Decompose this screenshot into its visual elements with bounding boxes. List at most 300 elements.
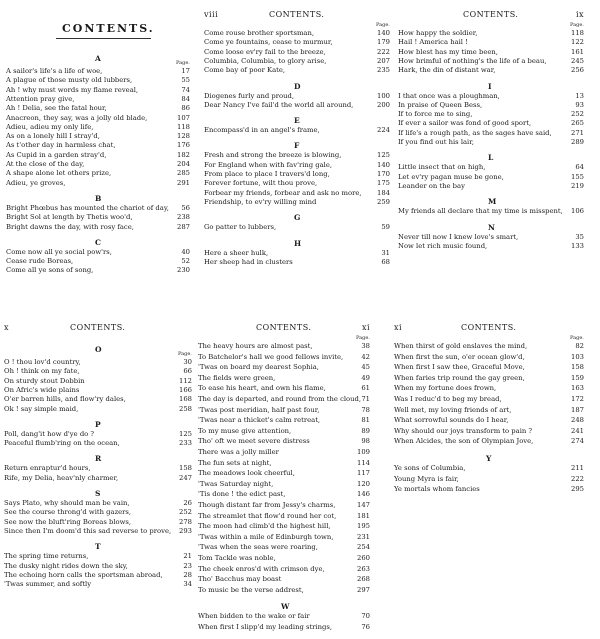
contents-entry[interactable] [204,151,390,159]
entry-title: Come rouse brother sportsman, [204,29,314,37]
entry-title: Anacreon, they say, was a jolly old blade, [6,113,148,122]
contents-entry[interactable] [394,342,584,350]
entry-title: How brimful of nothing's the life of a beau, [398,56,547,65]
folio-number: ix [576,10,585,19]
contents-entry[interactable] [6,123,190,131]
contents-entry[interactable] [6,151,190,159]
entry-page: 187 [571,405,584,414]
entry-page: 74 [181,85,190,94]
entry-page: 146 [357,490,370,499]
running-header: CONTENTS. [256,323,312,332]
contents-entry[interactable] [6,179,190,187]
contents-entry[interactable] [204,126,390,134]
entry-page: 200 [377,100,390,109]
entry-title: The spring time returns, [4,552,89,561]
entry-page: 103 [571,352,584,361]
entry-title: At the close of the day, [6,160,85,168]
contents-entry[interactable] [198,406,370,414]
entry-title: As on a lonely hill I stray'd, [6,132,100,141]
contents-entry[interactable] [394,406,584,414]
entry-title: Was I reduc'd to beg my bread, [394,395,502,403]
entry-page: 293 [179,526,192,535]
contents-entry[interactable] [6,104,190,112]
contents-entry[interactable] [204,198,390,206]
entry-page: 184 [377,188,390,197]
contents-entry[interactable] [398,29,584,37]
entry-page: 114 [357,458,370,467]
entry-title: Fresh and strong the breeze is blowing, [204,151,342,160]
entry-title: Hark, the din of distant war, [398,66,496,75]
entry-page: 263 [357,564,370,573]
contents-entry[interactable] [398,57,584,65]
entry-title: 'Twas post meridian, half past four, [198,405,320,414]
entry-title: In praise of Queen Bess, [398,100,483,109]
page-column-label: Page. [176,60,190,66]
contents-entry[interactable] [394,416,584,424]
running-header: CONTENTS. [463,10,519,19]
entry-page: 222 [571,474,584,483]
page-column-label: Page. [178,351,192,357]
contents-entry[interactable] [4,474,192,482]
page-column-label: Page. [570,22,584,28]
entry-page: 248 [571,416,584,425]
contents-entry[interactable] [4,377,192,385]
entry-page: 112 [179,376,192,385]
contents-entry[interactable] [394,427,584,435]
entry-title: Well met, my loving friends of art, [394,405,512,414]
entry-page: 140 [377,160,390,169]
entry-title: When first I slipp'd my leading strings, [198,623,332,631]
entry-title: 'Twas Saturday night, [198,479,274,488]
contents-entry[interactable] [6,204,190,212]
entry-page: 158 [571,363,584,372]
entry-page: 30 [183,358,192,366]
entry-title: Says Plato, why should man be vain, [4,499,130,507]
entry-title: Never till now I knew love's smart, [398,232,519,241]
entry-title: Let ev'ry pagan muse be gone, [398,172,504,181]
entry-page: 82 [575,342,584,350]
entry-title: Bright Phœbus has mounted the chariot of day, [6,203,169,212]
entry-page: 175 [377,179,390,188]
contents-entry[interactable] [204,57,390,65]
section-letter: G [294,213,301,223]
entry-page: 42 [361,352,370,361]
folio-number: xi [394,323,403,332]
section-letter: P [95,419,101,429]
entry-page: 40 [181,247,190,256]
entry-title: The meadows look cheerful, [198,469,295,478]
entry-page: 89 [361,426,370,435]
entry-page: 176 [177,141,190,150]
contents-entry[interactable] [394,485,584,493]
entry-title: Bright dawns the day, with rosy face, [6,222,134,231]
entry-page: 55 [181,76,190,85]
entry-page: 35 [575,232,584,241]
contents-entry[interactable] [204,179,390,187]
contents-entry[interactable] [4,439,192,447]
entry-page: 81 [361,416,370,425]
entry-page: 98 [361,437,370,446]
contents-entry[interactable] [398,182,584,190]
entry-title: See the course throng'd with gazers, [4,508,132,517]
entry-page: 84 [181,94,190,103]
contents-entry[interactable] [398,48,584,56]
entry-title: Peaceful flumb'ring on the ocean, [4,439,120,448]
entry-title: What sorrowful sounds do I hear, [394,416,509,425]
entry-page: 120 [357,479,370,488]
entry-title: When first I saw thee, Graceful Move, [394,363,525,372]
entry-page: 34 [183,580,192,589]
entry-page: 109 [357,448,370,456]
contents-entry[interactable] [198,533,370,541]
contents-entry[interactable] [394,395,584,403]
entry-title: Return enraptur'd hours, [4,464,91,473]
entry-title: If life's a rough path, as the sages have said, [398,128,552,137]
entry-page: 297 [357,585,370,594]
entry-page: 195 [357,522,370,531]
entry-page: 66 [183,367,192,376]
contents-entry[interactable] [204,223,390,231]
entry-page: 268 [357,575,370,584]
contents-entry[interactable] [198,501,370,509]
contents-entry[interactable] [6,76,190,84]
contents-entry[interactable] [398,110,584,118]
contents-entry[interactable] [6,67,190,75]
contents-entry[interactable] [204,29,390,37]
contents-entry[interactable] [398,233,584,241]
entry-title: Come ye fountains, cease to murmur, [204,38,333,47]
page-column-label: Page. [376,22,390,28]
section-letter: M [488,197,497,207]
entry-title: My friends all declare that my time is misspent, [398,207,563,216]
contents-entry[interactable] [4,571,192,579]
section-letter: D [294,81,301,91]
running-header: CONTENTS. [70,323,126,332]
entry-title: From place to place I travers'd long, [204,170,330,178]
entry-page: 181 [357,511,370,520]
entry-title: Her sheep had in clusters [204,257,293,266]
contents-entry[interactable] [398,66,584,74]
entry-title: Friendship, to ev'ry willing mind [204,197,317,206]
entry-page: 161 [571,47,584,56]
contents-entry[interactable] [4,367,192,375]
entry-page: 295 [571,485,584,494]
entry-title: Tho' oft we meet severe distress [198,437,310,446]
contents-entry[interactable] [394,353,584,361]
entry-page: 265 [571,119,584,128]
contents-entry[interactable] [398,38,584,46]
contents-entry[interactable] [198,623,370,631]
entry-page: 61 [361,384,370,393]
entry-title: Ye mortals whom fancies [394,485,480,494]
contents-entry[interactable] [6,257,190,265]
contents-entry[interactable] [4,580,192,588]
contents-entry[interactable] [204,170,390,178]
entry-page: 52 [181,257,190,266]
section-letter: N [488,222,495,232]
page-column-label: Page. [356,335,370,341]
contents-entry[interactable] [204,101,390,109]
entry-title: Though distant far from Jessy's charms, [198,501,336,509]
running-header: CONTENTS. [269,10,325,19]
entry-page: 207 [377,56,390,65]
entry-page: 224 [377,126,390,135]
entry-title: The fields were green, [198,373,276,382]
entry-title: Poll, dang'it how d'ye do ? [4,429,95,438]
entry-page: 59 [381,223,390,232]
entry-title: Oh ! think on my fate, [4,367,80,376]
entry-title: Why should our joys transform to pain ? [394,426,533,435]
contents-entry[interactable] [4,430,192,438]
contents-entry[interactable] [198,342,370,350]
entry-page: 219 [571,181,584,190]
contents-entry[interactable] [198,427,370,435]
contents-entry[interactable] [4,518,192,526]
contents-entry[interactable] [394,374,584,382]
contents-entry[interactable] [198,490,370,498]
contents-entry[interactable] [6,141,190,149]
contents-entry[interactable] [198,522,370,530]
contents-entry[interactable] [198,554,370,562]
contents-entry[interactable] [198,575,370,583]
entry-title: Since then I'm doom'd this sad reverse to prove, [4,526,172,535]
entry-page: 13 [575,91,584,100]
contents-entry[interactable] [398,242,584,250]
entry-page: 100 [377,91,390,100]
contents-entry[interactable] [198,459,370,467]
entry-page: 118 [571,29,584,37]
entry-page: 204 [177,160,190,168]
entry-title: When thirst of gold enslaves the mind, [394,342,528,350]
contents-entry[interactable] [198,353,370,361]
contents-entry[interactable] [6,132,190,140]
entry-page: 254 [357,543,370,552]
entry-title: Bright Sol at length by Thetis woo'd, [6,213,133,222]
section-letter: S [95,489,101,498]
entry-title: Cease rude Boreas, [6,257,74,266]
contents-entry[interactable] [4,527,192,535]
entry-title: Attention pray give, [6,94,75,103]
contents-entry[interactable] [4,562,192,570]
contents-entry[interactable] [6,248,190,256]
contents-entry[interactable] [198,384,370,392]
entry-title: A plague of those musty old lubbers, [6,76,133,85]
entry-page: 56 [181,203,190,212]
entry-title: The cheek enros'd with crimson dye, [198,564,325,573]
folio-number: x [4,323,10,332]
entry-title: Little insect that on high, [398,163,486,172]
folio-number: viii [204,10,219,19]
contents-entry[interactable] [204,66,390,74]
entry-page: 17 [181,67,190,75]
entry-title: 'Tis done ! the edict past, [198,490,286,499]
entry-title: 'Twas on board my dearest Sophia, [198,363,319,372]
entry-page: 241 [571,426,584,435]
entry-title: Come all ye sons of song, [6,266,94,275]
contents-entry[interactable] [198,416,370,424]
contents-entry[interactable] [4,464,192,472]
entry-title: Forbear my friends, forbear and ask no more, [204,188,362,197]
entry-page: 238 [177,213,190,222]
entry-title: Here a sheer hulk, [204,248,269,257]
entry-title: On Afric's wide plains [4,385,80,394]
section-letter: W [281,602,290,612]
contents-entry[interactable] [198,448,370,456]
entry-page: 133 [571,241,584,250]
contents-entry[interactable] [204,161,390,169]
contents-entry[interactable] [394,384,584,392]
contents-entry[interactable] [398,129,584,137]
contents-entry[interactable] [6,114,190,122]
contents-entry[interactable] [198,586,370,594]
contents-entry[interactable] [4,499,192,507]
contents-entry[interactable] [204,189,390,197]
entry-page: 274 [571,437,584,446]
title-underline [56,38,151,39]
contents-entry[interactable] [6,266,190,274]
entry-page: 235 [377,66,390,75]
contents-entry[interactable] [6,213,190,221]
contents-entry[interactable] [4,386,192,394]
contents-entry[interactable] [198,469,370,477]
entry-title: See now the bluft'ring Boreas blows, [4,517,132,526]
running-header: CONTENTS. [461,323,517,332]
entry-page: 230 [177,266,190,275]
entry-page: 71 [361,395,370,403]
entry-page: 118 [177,122,190,131]
entry-title: Tho' Bacchus may boast [198,575,282,584]
entry-page: 26 [183,499,192,507]
contents-entry[interactable] [204,249,390,257]
contents-entry[interactable] [198,374,370,382]
entry-title: The day is departed, and round from the cloud, [198,395,362,403]
contents-entry[interactable] [394,363,584,371]
entry-title: I that once was a ploughman, [398,91,500,100]
entry-page: 107 [177,113,190,122]
entry-page: 28 [183,570,192,579]
entry-title: Ok ! say simple maid, [4,404,79,413]
contents-entry[interactable] [6,160,190,168]
contents-entry[interactable] [198,512,370,520]
contents-entry[interactable] [6,169,190,177]
contents-entry[interactable] [204,92,390,100]
contents-entry[interactable] [204,258,390,266]
contents-entry[interactable] [394,475,584,483]
contents-entry[interactable] [398,163,584,171]
entry-page: 222 [377,47,390,56]
contents-entry[interactable] [198,363,370,371]
contents-entry[interactable] [4,508,192,516]
section-letter: Y [486,454,492,463]
entry-title: Leander on the bay [398,181,465,190]
entry-title: Columbia, Columbia, to glory arise, [204,56,327,65]
contents-entry[interactable] [4,395,192,403]
entry-title: If ever a sailor was fond of good sport, [398,119,532,128]
section-letter: O [95,345,102,354]
entry-title: As t'other day in harmless chat, [6,141,116,150]
entry-page: 147 [357,501,370,509]
entry-page: 166 [179,385,192,394]
contents-entry[interactable] [198,543,370,551]
entry-title: The echoing horn calls the sportsman abroad, [4,570,163,579]
entry-title: On sturdy stout Dobbin [4,376,85,385]
entry-title: 'Twas near a thicket's calm retreat, [198,416,321,425]
contents-entry[interactable] [198,437,370,445]
entry-title: There was a jolly miller [198,448,279,456]
entry-title: The heavy hours are almost past, [198,342,313,350]
section-letter: B [95,193,102,203]
entry-page: 23 [183,561,192,570]
contents-entry[interactable] [398,207,584,215]
contents-entry[interactable] [6,223,190,231]
entry-title: If you find out his lair, [398,138,474,146]
entry-page: 159 [571,373,584,382]
entry-page: 285 [177,169,190,178]
contents-entry[interactable] [398,138,584,146]
entry-page: 278 [179,517,192,526]
contents-entry[interactable] [398,92,584,100]
entry-title: The dusky night rides down the sky, [4,561,128,570]
entry-title: Young Myra is fair, [394,474,459,483]
contents-entry[interactable] [394,437,584,445]
contents-entry[interactable] [198,480,370,488]
entry-page: 140 [377,29,390,37]
entry-page: 21 [183,552,192,561]
contents-entry[interactable] [394,464,584,472]
contents-entry[interactable] [4,358,192,366]
contents-entry[interactable] [6,95,190,103]
contents-entry[interactable] [198,612,370,620]
contents-entry[interactable] [204,38,390,46]
contents-entry[interactable] [398,119,584,127]
entry-title: To music be the verse addrest, [198,585,304,594]
contents-entry[interactable] [398,173,584,181]
contents-entry[interactable] [204,48,390,56]
entry-page: 256 [571,66,584,75]
contents-title: CONTENTS. [62,22,155,35]
section-letter: E [294,116,300,126]
entry-title: Dear Nancy I've fail'd the world all around, [204,100,354,109]
contents-entry[interactable] [4,405,192,413]
entry-title: 'Twas when the seas were roaring, [198,543,318,552]
contents-entry[interactable] [398,101,584,109]
entry-page: 38 [361,342,370,350]
entry-page: 247 [179,473,192,482]
entry-title: O'er barren hills, and flow'ry dales, [4,395,126,404]
entry-page: 122 [571,38,584,47]
entry-title: Hail ! America hail ! [398,38,468,47]
entry-title: When bidden to the wake or fair [198,612,310,621]
entry-title: When Alcides, the son of Olympian Jove, [394,437,534,446]
entry-title: A sailor's life's a life of woe, [6,67,103,75]
entry-title: How happy the soldier, [398,29,478,37]
contents-entry[interactable] [198,395,370,403]
entry-page: 182 [177,150,190,159]
contents-entry[interactable] [198,565,370,573]
entry-title: Come loose ev'ry fail to the breeze, [204,47,326,56]
entry-title: The fun sets at night, [198,458,272,467]
entry-page: 245 [571,56,584,65]
contents-entry[interactable] [4,552,192,560]
contents-entry[interactable] [6,86,190,94]
entry-title: If to force me to sing, [398,110,473,119]
entry-page: 163 [571,384,584,393]
entry-title: To my muse give attention, [198,426,292,435]
section-letter: R [95,454,102,464]
entry-page: 260 [357,554,370,562]
entry-page: 271 [571,128,584,137]
entry-page: 211 [571,464,584,472]
